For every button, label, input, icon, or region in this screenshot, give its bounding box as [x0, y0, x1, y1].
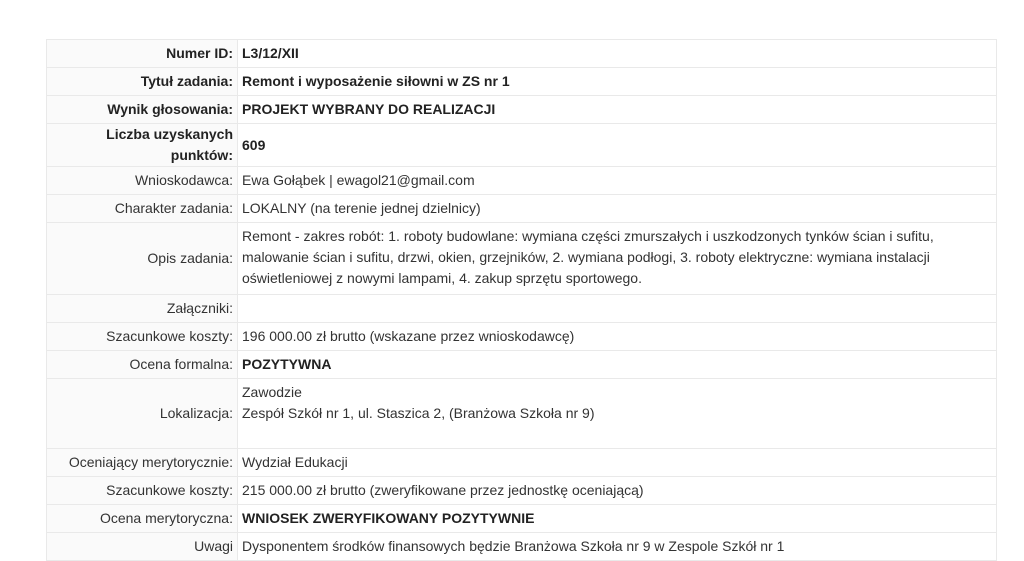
row-liczba-punktow: [47, 124, 997, 167]
value-zalaczniki: [238, 295, 997, 323]
row-numer-id: [47, 40, 997, 68]
value-wynik-glosowania: PROJEKT WYBRANY DO REALIZACJI: [238, 96, 997, 124]
row-tytul-zadania: [47, 68, 997, 96]
value-liczba-punktow: 609: [238, 124, 997, 167]
value-lokalizacja: [238, 379, 997, 449]
label-szacunkowe-koszty-2: Szacunkowe koszty:: [47, 477, 238, 505]
lokalizacja-adres: Zespół Szkół nr 1, ul. Staszica 2, (Branżowa Szkoła nr 9): [242, 405, 595, 421]
label-liczba-punktow: Liczba uzyskanych punktów:: [47, 124, 238, 167]
value-szacunkowe-koszty-1: 196 000.00 zł brutto (wskazane przez wnioskodawcę): [238, 323, 997, 351]
row-wynik-glosowania: [47, 96, 997, 124]
value-tytul-zadania: Remont i wyposażenie siłowni w ZS nr 1: [238, 68, 997, 96]
row-szacunkowe-koszty-wnioskodawca: [47, 323, 997, 351]
row-szacunkowe-koszty-jednostka: [47, 477, 997, 505]
row-wnioskodawca: [47, 167, 997, 195]
row-charakter-zadania: [47, 195, 997, 223]
row-lokalizacja: [47, 379, 997, 449]
label-lokalizacja: Lokalizacja:: [47, 379, 238, 449]
opis-zadania-text: Remont - zakres robót: 1. roboty budowlane: wymiana części zmurszałych i uszkodzonych tynków ścian i sufitu, malowanie ścian i sufitu, drzwi, okien, grzejników, 2. wymiana podłogi, 3. roboty elektryczne: wymiana instalacji oświetleniowej z nowymi lampami, 4. zakup sprzętu sportowego.: [242, 227, 934, 286]
row-opis-zadania: [47, 223, 997, 295]
row-uwagi: [47, 533, 997, 561]
label-ocena-merytoryczna: Ocena merytoryczna:: [47, 505, 238, 533]
value-opis-zadania: [238, 223, 997, 295]
value-oceniajacy-merytorycznie: Wydział Edukacji: [238, 449, 997, 477]
label-numer-id: Numer ID:: [47, 40, 238, 68]
label-uwagi: Uwagi: [47, 533, 238, 561]
value-ocena-merytoryczna: WNIOSEK ZWERYFIKOWANY POZYTYWNIE: [238, 505, 997, 533]
row-zalaczniki: [47, 295, 997, 323]
label-zalaczniki: Załączniki:: [47, 295, 238, 323]
project-details-table: [46, 39, 997, 561]
value-numer-id: L3/12/XII: [238, 40, 997, 68]
value-szacunkowe-koszty-2: 215 000.00 zł brutto (zweryfikowane przez jednostkę oceniającą): [238, 477, 997, 505]
value-charakter-zadania: LOKALNY (na terenie jednej dzielnicy): [238, 195, 997, 223]
label-opis-zadania: Opis zadania:: [47, 223, 238, 295]
label-oceniajacy-merytorycznie: Oceniający merytorycznie:: [47, 449, 238, 477]
value-wnioskodawca: Ewa Gołąbek | ewagol21@gmail.com: [238, 167, 997, 195]
label-charakter-zadania: Charakter zadania:: [47, 195, 238, 223]
label-ocena-formalna: Ocena formalna:: [47, 351, 238, 379]
lokalizacja-dzielnica: Zawodzie: [242, 384, 302, 400]
value-uwagi: Dysponentem środków finansowych będzie Branżowa Szkoła nr 9 w Zespole Szkół nr 1: [238, 533, 997, 561]
label-tytul-zadania: Tytuł zadania:: [47, 68, 238, 96]
label-wnioskodawca: Wnioskodawca:: [47, 167, 238, 195]
row-ocena-merytoryczna: [47, 505, 997, 533]
label-wynik-glosowania: Wynik głosowania:: [47, 96, 238, 124]
row-oceniajacy-merytorycznie: [47, 449, 997, 477]
row-ocena-formalna: [47, 351, 997, 379]
label-szacunkowe-koszty-1: Szacunkowe koszty:: [47, 323, 238, 351]
project-details-panel: [46, 39, 997, 561]
value-ocena-formalna: POZYTYWNA: [238, 351, 997, 379]
lokalizacja-spacer: [242, 424, 992, 445]
